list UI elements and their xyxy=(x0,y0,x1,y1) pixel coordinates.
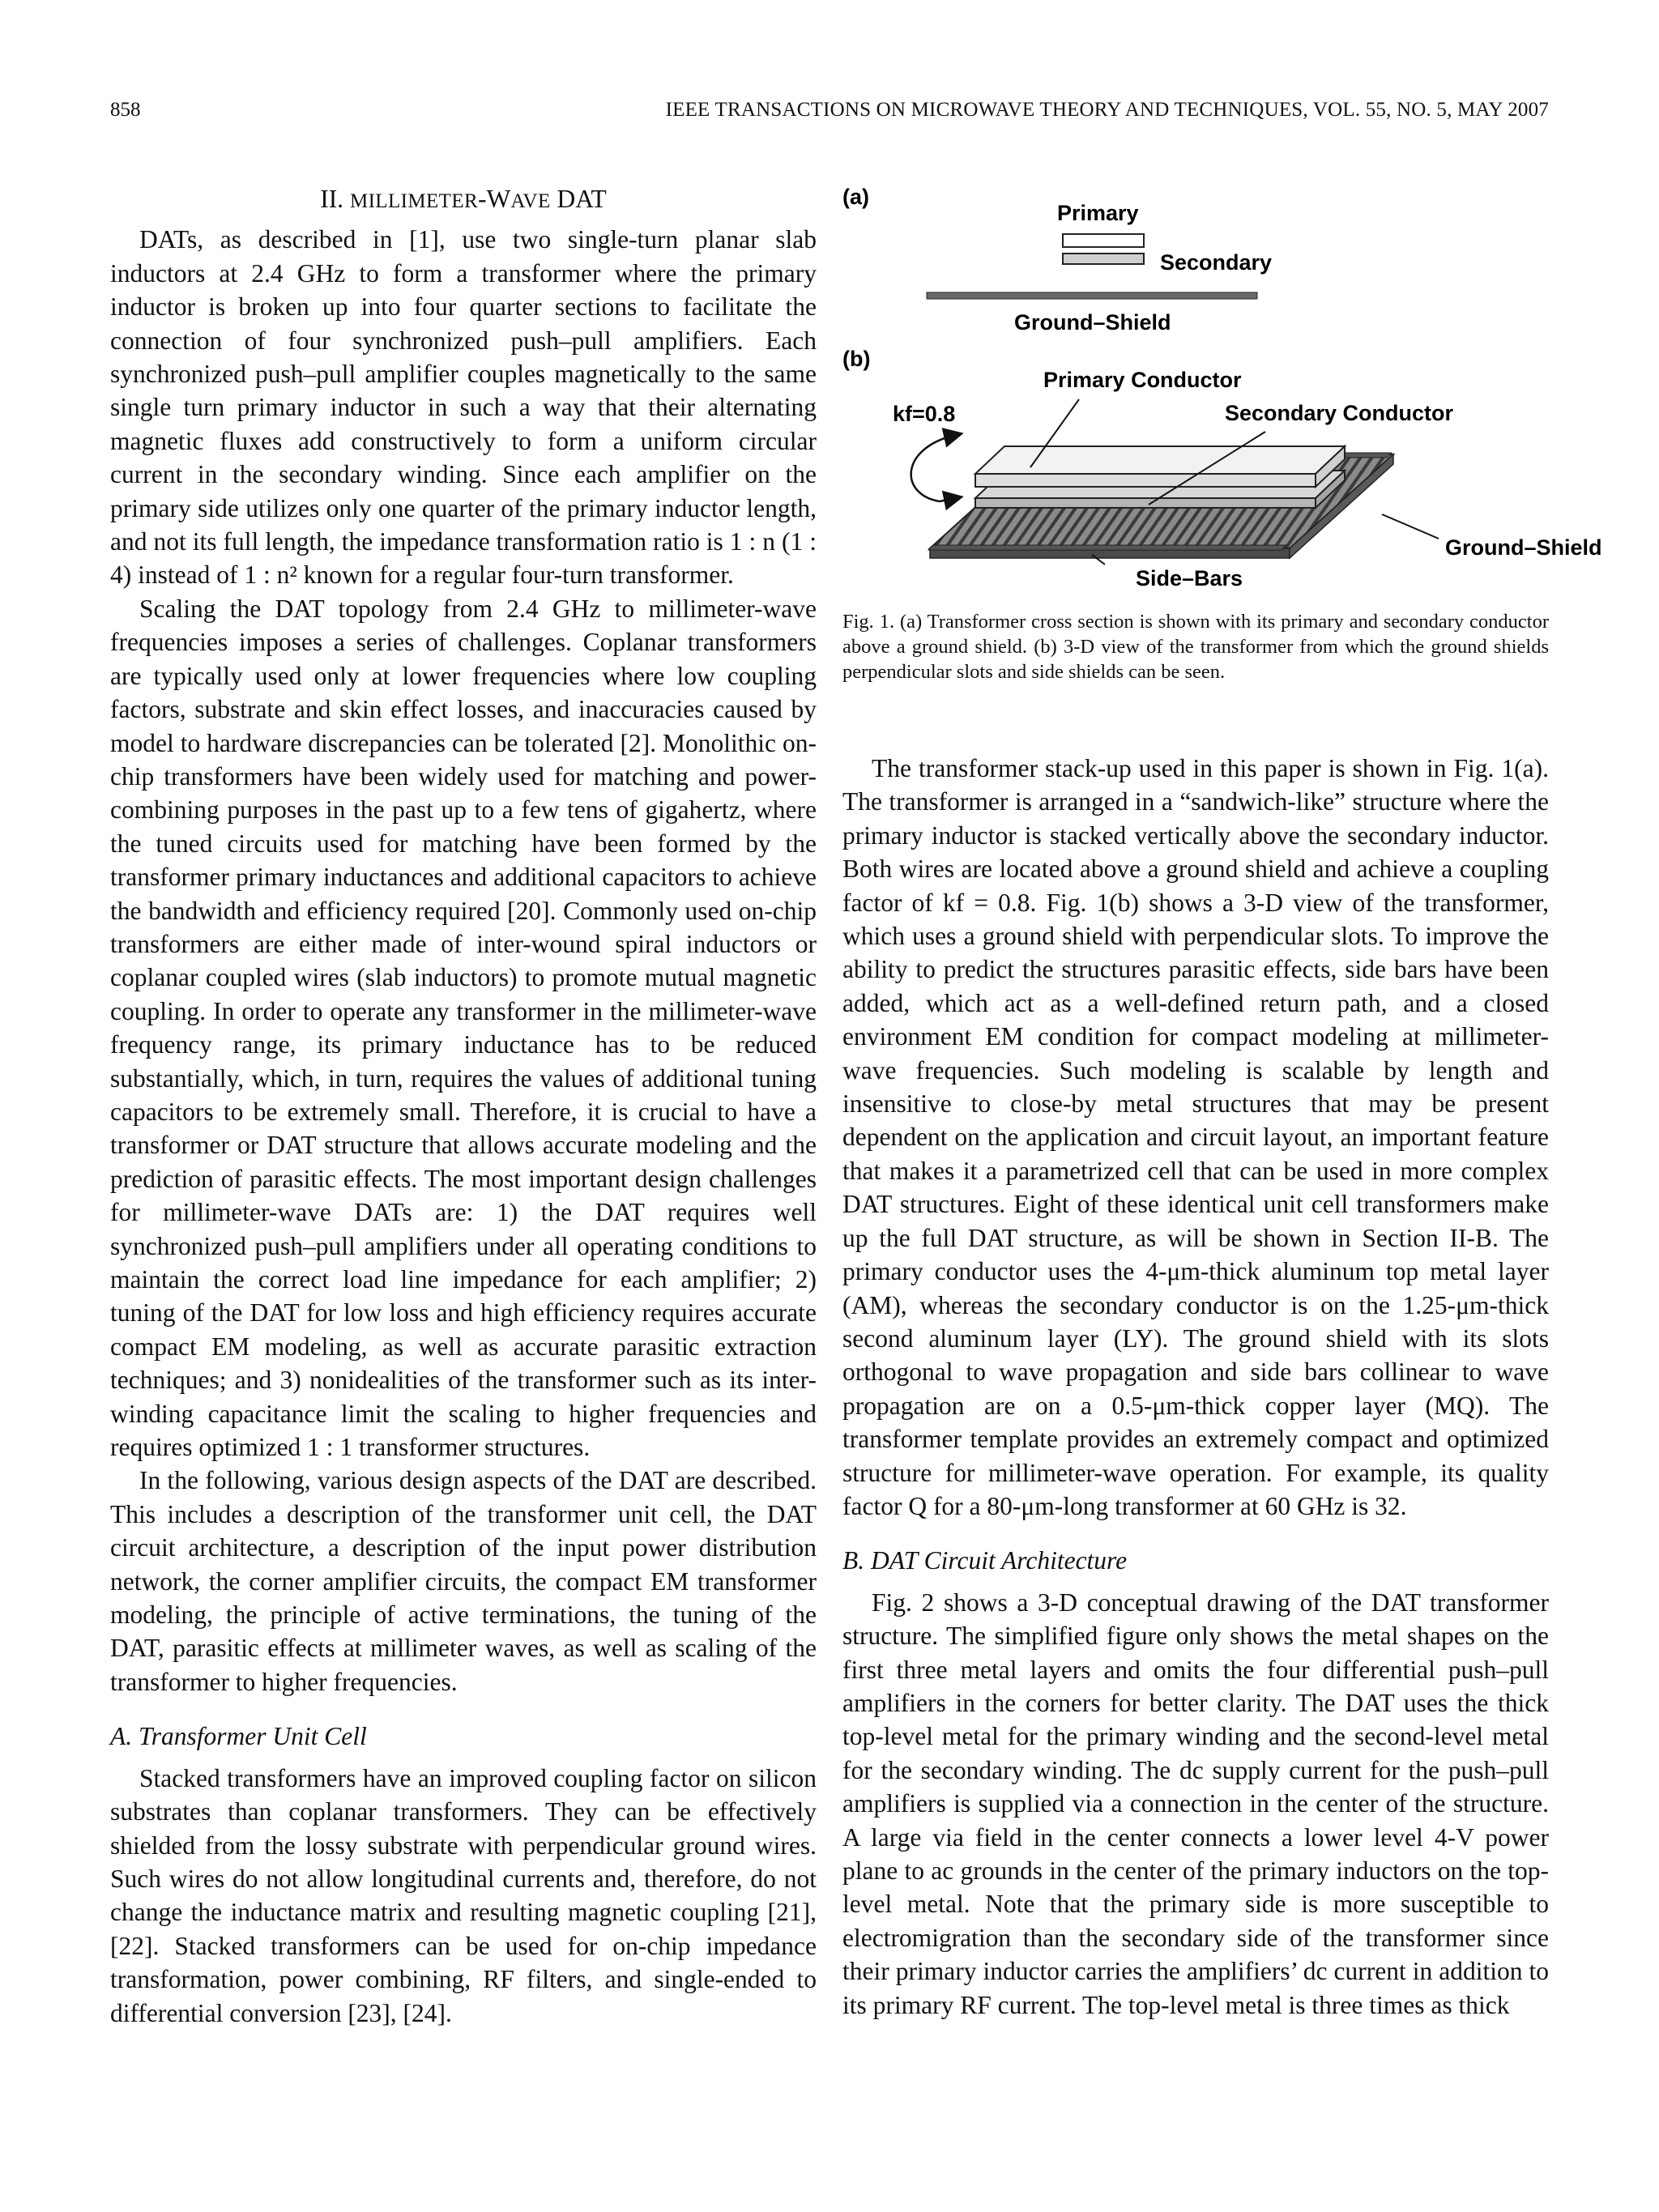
coupling-arrow xyxy=(911,435,956,501)
label-secondary: Secondary xyxy=(1160,250,1273,275)
section-title-part: AVE xyxy=(510,190,551,212)
label-secondary-conductor: Secondary Conductor xyxy=(1225,401,1454,425)
paragraph: DATs, as described in [1], use two single-turn planar slab inductors at 2.4 GHz to form a transformer where the primary inductor is broken up into four quarter sections to facilitate the connection of four synchronized push–pull amplifiers. Each synchronized push–pull amplifier couples magnetically to the same single turn primary inductor in such a way that their alternating magnetic fluxes add constructively to form a uniform circular current in the secondary winding. Since each amplifier on the primary side utilizes only one quarter of the primary inductor length, and not its full length, the impedance transformation ratio is 1 : n (1 : 4) instead of 1 : n² known for a regular four-turn transformer. xyxy=(110,225,817,590)
figure-caption: Fig. 1. (a) Transformer cross section is shown with its primary and secondary conductor above a ground shield. (b) 3-D view of the transformer from which the ground shields perpendicular slots and side shields can be seen. xyxy=(842,611,1549,683)
subsection-heading: A. Transformer Unit Cell xyxy=(110,1722,367,1751)
paragraph: In the following, various design aspects of the DAT are described. This includes a description of the transformer unit cell, the DAT circuit architecture, a description of the input power distribution network, the corner amplifier circuits, the compact EM transformer modeling, the principle of active terminations, the tuning of the DAT, parasitic effects at millimeter waves, as well as scaling of the transformer to higher frequencies. xyxy=(110,1466,817,1696)
label-ground-shield-a: Ground–Shield xyxy=(1014,310,1171,335)
subsection-heading: B. DAT Circuit Architecture xyxy=(842,1546,1128,1575)
label-kf: kf=0.8 xyxy=(893,402,956,426)
running-header xyxy=(110,99,1549,131)
section-number: II. xyxy=(320,185,344,213)
section-title-part: DAT xyxy=(557,185,607,213)
figure-1 xyxy=(842,174,1602,595)
primary-conductor-3d xyxy=(975,446,1345,474)
paragraph: Stacked transformers have an improved coupling factor on silicon substrates than coplanar transformers. They can be effectively shielded from the lossy substrate with perpendicular ground wires. Such wires do not allow longitudinal currents and, therefore, do not change the inductance matrix and resulting magnetic coupling [21], [22]. Stacked transformers can be used for on-chip impedance transformation, power combining, RF filters, and single-ended to differential conversion [23], [24]. xyxy=(110,1763,817,2027)
coupling-arrow-tail xyxy=(940,498,956,501)
panel-label-b: (b) xyxy=(842,347,871,371)
label-ground-shield-b: Ground–Shield xyxy=(1445,535,1602,560)
section-title-part: -W xyxy=(478,185,511,213)
primary-conductor-front xyxy=(975,474,1316,487)
page-number: 858 xyxy=(110,99,141,121)
label-primary-conductor: Primary Conductor xyxy=(1043,368,1242,392)
label-side-bars: Side–Bars xyxy=(1136,566,1243,590)
side-bar-front xyxy=(928,545,1286,550)
paragraph: Scaling the DAT topology from 2.4 GHz to millimeter-wave frequencies imposes a series of challenges. Coplanar transformers are typically used only at lower frequencies where low coupling factors, substrate and skin effect losses, and inaccuracies caused by model to hardware discrepancies can be tolerated [2]. Monolithic on-chip transformers have been widely used for matching and power-combining purposes in the past up to a few tens of gigahertz, where the tuned circuits used for matching have been formed by the transformer primary inductances and additional capacitors to achieve the bandwidth and efficiency required [20]. Commonly used on-chip transformers are either made of inter-wound spiral inductors or coplanar coupled wires (slab inductors) to promote mutual magnetic coupling. In order to operate any transformer in the millimeter-wave frequency range, its primary inductance has to be reduced substantially, which, in turn, requires the values of additional tuning capacitors to be extremely small. Therefore, it is crucial to have a transformer or DAT structure that allows accurate modeling and the prediction of parasitic effects. The most important design challenges for millimeter-wave DATs are: 1) the DAT requires well synchronized push–pull amplifiers under all operating conditions to maintain the correct load line impedance for each amplifier; 2) tuning of the DAT for low loss and high efficiency requires accurate compact EM modeling, as well as accurate parasitic extraction techniques; and 3) nonidealities of the transformer such as its inter-winding capacitance limit the scaling to higher frequencies and requires optimized 1 : 1 transformer structures. xyxy=(110,594,817,1462)
right-column xyxy=(842,752,1549,2022)
paragraph: The transformer stack-up used in this paper is shown in Fig. 1(a). The transformer is arranged in a “sandwich-like” structure where the primary inductor is stacked vertically above the secondary inductor. Both wires are located above a ground shield and achieve a coupling factor of kf = 0.8. Fig. 1(b) shows a 3-D view of the transformer, which uses a ground shield with perpendicular slots. To improve the ability to predict the structures parasitic effects, side bars have been added, which act as a well-defined return path, and a closed environment EM condition for compact modeling at millimeter-wave frequencies. Such modeling is scalable by length and insensitive to close-by metal structures that may be present dependent on the application and circuit layout, an important feature that makes it a parametrized cell that can be used in more complex DAT structures. Eight of these identical unit cell transformers make up the full DAT structure, as will be shown in Section II-B. The primary conductor uses the 4-μm-thick aluminum top metal layer (AM), whereas the secondary conductor is on the 1.25-μm-thick second aluminum layer (LY). The ground shield with its slots orthogonal to wave propagation and side bars collinear to wave propagation are on a 0.5-μm-thick copper layer (MQ). The transformer template provides an extremely compact and optimized structure for millimeter-wave operation. For example, its quality factor Q for a 80-μm-long transformer at 60 GHz is 32. xyxy=(842,754,1549,1520)
label-primary: Primary xyxy=(1057,201,1139,225)
paragraph: Fig. 2 shows a 3-D conceptual drawing of the DAT transformer structure. The simplified figure only shows the metal shapes on the first three metal layers and omits the four differential push–pull amplifiers in the corners for better clarity. The DAT uses the thick top-level metal for the primary winding and the second-level metal for the secondary winding. The dc supply current for the push–pull amplifiers is supplied via a connection in the center of the structure. A large via field in the center connects a lower level 4-V power plane to ac grounds in the center of the primary inductors on the top-level metal. Note that the primary side is more susceptible to electromigration than the secondary side of the transformer since their primary inductor carries the amplifiers’ dc current in addition to its primary RF current. The top-level metal is three times as thick xyxy=(842,1588,1549,2019)
panel-label-a: (a) xyxy=(842,185,869,209)
primary-bar xyxy=(1063,234,1144,247)
secondary-conductor-front xyxy=(975,498,1316,508)
ground-shield-bar xyxy=(927,292,1257,299)
leader-ground-shield xyxy=(1382,514,1439,539)
section-heading xyxy=(110,182,817,218)
transformer-diagram xyxy=(842,174,1602,595)
left-column xyxy=(110,182,817,2030)
secondary-bar xyxy=(1063,254,1144,264)
section-title-part: MILLIMETER xyxy=(349,190,479,212)
journal-title: IEEE TRANSACTIONS ON MICROWAVE THEORY AND TECHNIQUES, VOL. 55, NO. 5, MAY 2007 xyxy=(665,99,1549,121)
